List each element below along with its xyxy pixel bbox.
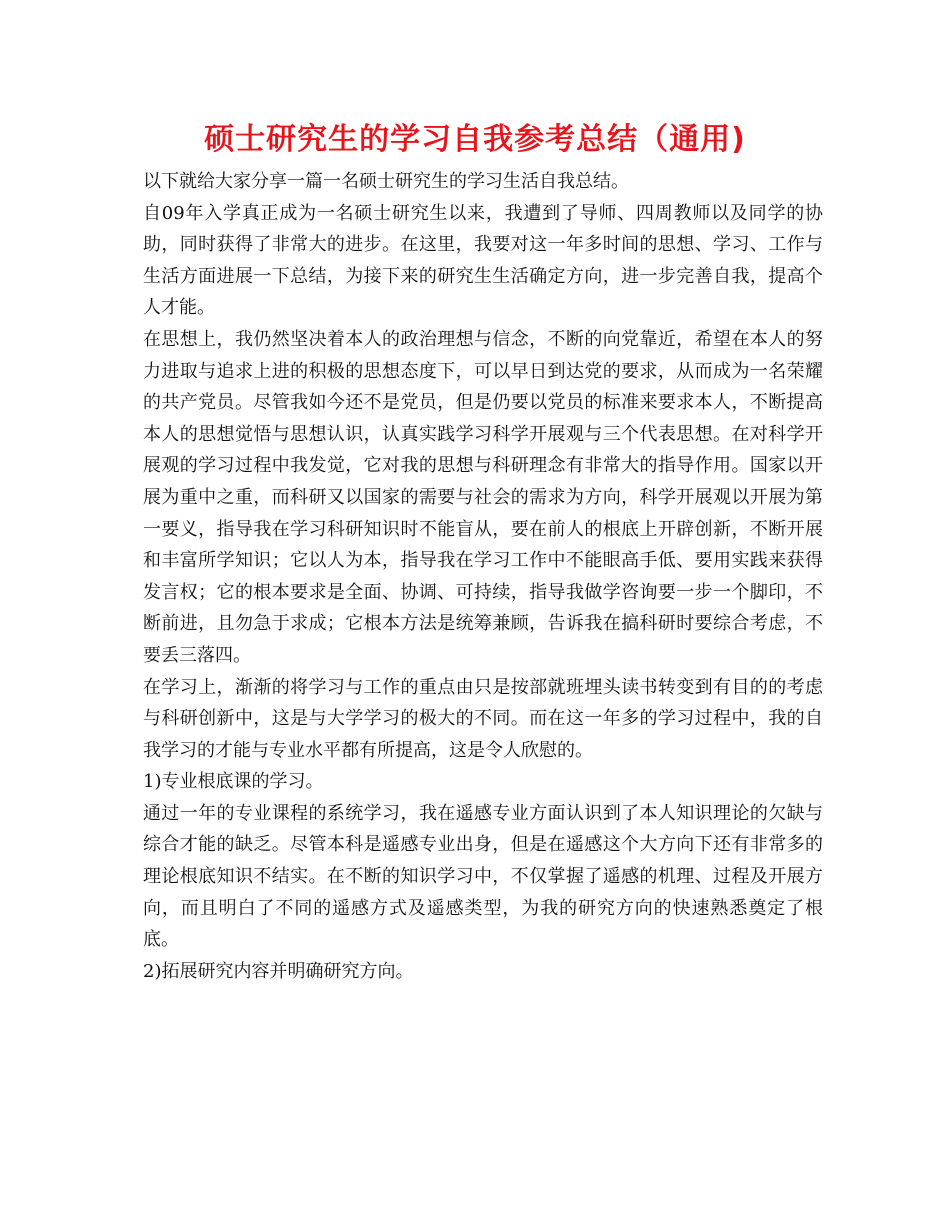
document-title: 硕士研究生的学习自我参考总结（通用) <box>204 122 746 157</box>
paragraph-intro: 以下就给大家分享一篇一名硕士研究生的学习生活自我总结。 <box>143 171 629 192</box>
paragraph-courses: 通过一年的专业课程的系统学习，我在遥感专业方面认识到了本人知识理论的欠缺与综合才能的缺乏。尽管本科是遥感专业出身，但是在遥感这个大方向下还有非常多的理论根底知识不结实。在不断的知识学习中，不仅掌握了遥感的机理、过程及开展方向，而且明白了不同的遥感方式及遥感类型，为我的研究方向的快速熟悉奠定了根底。 <box>143 802 823 951</box>
paragraph-study: 在学习上，渐渐的将学习与工作的重点由只是按部就班埋头读书转变到有目的的考虑与科研创新中，这是与大学学习的极大的不同。而在这一年多的学习过程中，我的自我学习的才能与专业水平都有所提高，这是令人欣慰的。 <box>143 676 823 761</box>
paragraph-ideology: 在思想上，我仍然坚决着本人的政治理想与信念，不断的向党靠近，希望在本人的努力进取与追求上进的积极的思想态度下，可以早日到达党的要求，从而成为一名荣耀的共产党员。尽管我如今还不是党员，但是仍要以党员的标准来要求本人，不断提高本人的思想觉悟与思想认识，认真实践学习科学开展观与三个代表思想。在对科学开展观的学习过程中我发觉，它对我的思想与科研理念有非常大的指导作用。国家以开展为重中之重，而科研又以国家的需要与社会的需求为方向，科学开展观以开展为第一要义，指导我在学习科研知识时不能盲从，要在前人的根底上开辟创新，不断开展和丰富所学知识；它以人为本，指导我在学习工作中不能眼高手低、要用实践来获得发言权；它的根本要求是全面、协调、可持续，指导我做学咨询要一步一个脚印，不断前进，且勿急于求成；它根本方法是统筹兼顾，告诉我在搞科研时要综合考虑，不要丢三落四。 <box>143 328 823 666</box>
paragraph-heading-1: 1)专业根底课的学习。 <box>143 771 324 793</box>
paragraph-overview: 自09年入学真正成为一名硕士研究生以来，我遭到了导师、四周教师以及同学的协助，同时获得了非常大的进步。在这里，我要对这一年多时间的思想、学习、工作与生活方面进展一下总结，为接下来的研究生生活确定方向，进一步完善自我，提高个人才能。 <box>143 202 823 319</box>
document-body <box>143 166 823 987</box>
paragraph-heading-2: 2)拓展研究内容并明确研究方向。 <box>143 960 414 982</box>
